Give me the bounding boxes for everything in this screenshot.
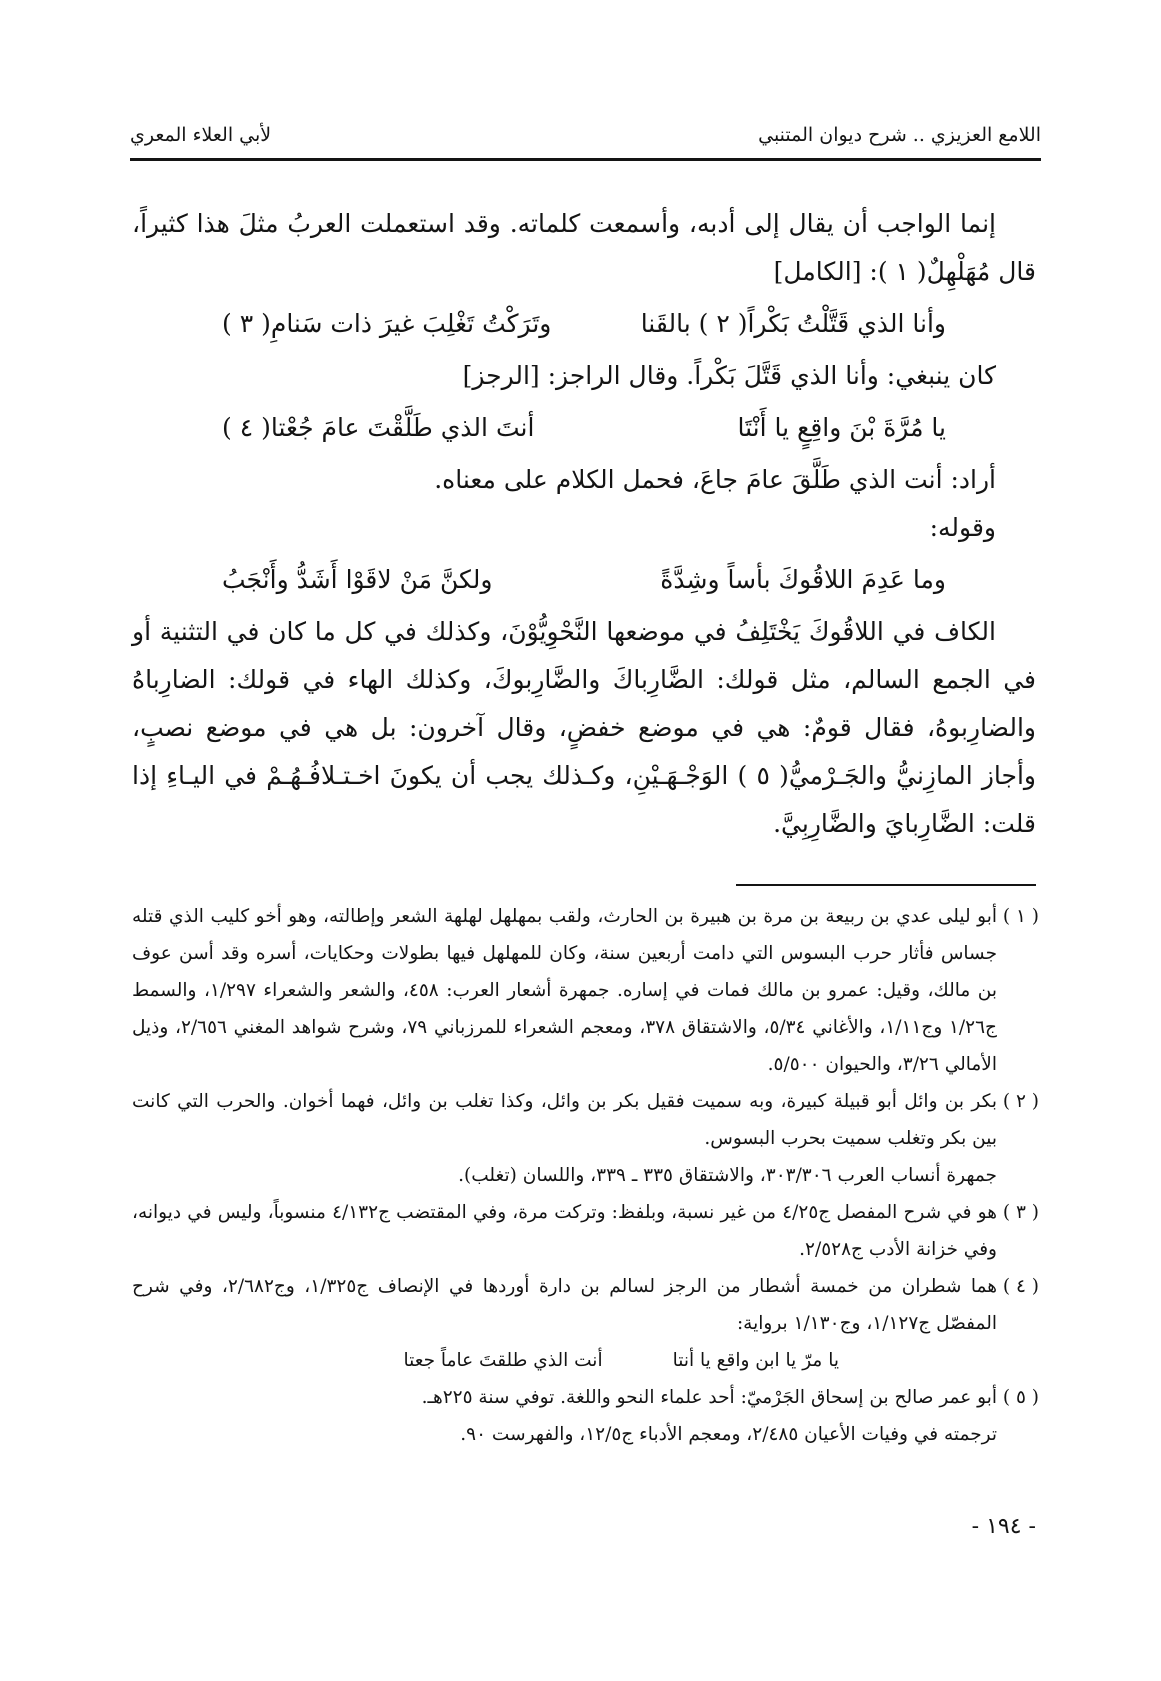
footnote-4-number: ( ٤ ) [1002, 1276, 1039, 1297]
running-header [130, 118, 1041, 161]
verse-2 [132, 404, 1036, 452]
footnote-4-verse [132, 1342, 1039, 1379]
footnote-5-text: أبو عمر صالح بن إسحاق الجَرْميّ: أحد علماء النحو واللغة. توفي سنة ٢٢٥هـ. [421, 1387, 997, 1408]
paragraph-5: الكاف في اللاقُوكَ يَخْتَلِفُ في موضعها النَّحْوِيُّوْنَ، وكذلك في كل ما كان في التثنية أو في الجمع السالم، مثل قولك: الضَّارِباكَ والضَّارِبوكَ، وكذلك الهاء في قولك: الضارِباهُ والضارِبوهُ، فقال قومٌ: هي في موضع خفضٍ، وقال آخرون: بل هي في موضع نصبٍ، وأجاز المازِنيُّ والجَـرْميُّ( ٥ ) الوَجْـهَـيْنِ، وكـذلك يجب أن يكونَ اخـتـلافُـهُـمْ في اليـاءِ إذا قلت: الضَّارِبايَ والضَّارِبِيَّ. [132, 617, 1036, 838]
verse-3-first-hemistich: وما عَدِمَ اللاقُوكَ بأساً وشِدَّةً [660, 565, 946, 594]
footnotes [132, 898, 1039, 1453]
verse-2-second-hemistich: أنتَ الذي طَلَّقْتَ عامَ جُعْتا( ٤ ) [222, 413, 535, 442]
verse-2-first-hemistich: يا مُرَّةَ بْنَ واقِعٍ يا أَنْتَا [737, 413, 946, 442]
footnote-2-text: بكر بن وائل أبو قبيلة كبيرة، وبه سميت فقيل بكر بن وائل، وكذا تغلب بن وائل، فهما أخوان. والحرب التي كانت بين بكر وتغلب سميت بحرب البسوس. [132, 1091, 997, 1149]
footnote-2-number: ( ٢ ) [1002, 1091, 1039, 1112]
footnote-2-reference: جمهرة أنساب العرب ٣٠٣/٣٠٦، والاشتقاق ٣٣٥ ـ ٣٣٩، واللسان (تغلب). [458, 1165, 997, 1186]
footnote-3 [132, 1194, 1039, 1268]
footnote-2 [132, 1083, 1039, 1157]
main-text [132, 200, 1036, 848]
footnote-4-verse-second: أنت الذي طلقتَ عاماً جعتا [403, 1350, 603, 1371]
footnote-4-text: هما شطران من خمسة أشطار من الرجز لسالم بن دارة أوردها في الإنصاف ج١/٣٢٥، وج٢/٦٨٢، وفي شرح المفصّل ج١/١٢٧، وج١/١٣٠ برواية: [132, 1276, 997, 1334]
footnote-1-text: أبو ليلى عدي بن ربيعة بن مرة بن هبيرة بن الحارث، ولقب بمهلهل لهلهة الشعر وإطالته، وهو أخو كليب الذي قتله جساس فأثار حرب البسوس التي دامت أربعين سنة، وكان للمهلهل فيها بطولات وحكايات، أسره وقد أسن عوف بن مالك، وقيل: عمرو بن مالك فمات في إساره. جمهرة أشعار العرب: ٤٥٨، والشعر والشعراء ١/٢٩٧، والسمط ج١/٢٦ وج١/١١، والأغاني ٥/٣٤، والاشتقاق ٣٧٨، ومعجم الشعراء للمرزباني ٧٩، وشرح شواهد المغني ٢/٦٥٦، وذيل الأمالي ٣/٢٦، والحيوان ٥/٥٠٠. [132, 906, 997, 1075]
verse-3-second-hemistich: ولكنَّ مَنْ لاقَوْا أَشَدُّ وأَنْجَبُ [222, 565, 493, 594]
book-title: اللامع العزيزي .. شرح ديوان المتنبي [758, 124, 1041, 146]
footnote-4 [132, 1268, 1039, 1342]
footnote-divider [736, 884, 1036, 886]
footnote-3-number: ( ٣ ) [1002, 1202, 1039, 1223]
footnote-1-number: ( ١ ) [1002, 906, 1039, 927]
paragraph-1: إنما الواجب أن يقال إلى أدبه، وأسمعت كلماته. وقد استعملت العربُ مثلَ هذا كثيراً، قال مُهَلْهِلٌ( ١ ): [الكامل] [132, 209, 1036, 286]
footnote-3-text: هو في شرح المفصل ج٤/٢٥ من غير نسبة، وبلفظ: وتركت مرة، وفي المقتضب ج٤/١٣٢ منسوباً، وليس في ديوانه، وفي خزانة الأدب ج٢/٥٢٨. [132, 1202, 997, 1260]
footnote-5-reference: ترجمته في وفيات الأعيان ٢/٤٨٥، ومعجم الأدباء ج١٢/٥، والفهرست ٩٠. [460, 1424, 997, 1445]
author-name: لأبي العلاء المعري [130, 124, 272, 146]
verse-1-second-hemistich: وتَرَكْتُ تَغْلِبَ غيرَ ذات سَنامِ( ٣ ) [222, 309, 552, 338]
footnote-5 [132, 1379, 1039, 1416]
paragraph-2: كان ينبغي: وأنا الذي قَتَّلَ بَكْراً. وقال الراجز: [الرجز] [462, 361, 996, 390]
paragraph-3: أراد: أنت الذي طَلَّقَ عامَ جاعَ، فحمل الكلام على معناه. [434, 465, 996, 494]
verse-1-first-hemistich: وأنا الذي قَتَّلْتُ بَكْراً( ٢ ) بالقَنا [640, 309, 946, 338]
paragraph-4: وقوله: [929, 513, 996, 542]
verse-3 [132, 556, 1036, 604]
footnote-5-number: ( ٥ ) [1002, 1387, 1039, 1408]
footnote-1 [132, 898, 1039, 1083]
footnote-4-verse-first: يا مرّ يا ابن واقع يا أنتا [672, 1350, 839, 1371]
verse-1 [132, 300, 1036, 348]
page-number: - ١٩٤ - [971, 1514, 1036, 1539]
